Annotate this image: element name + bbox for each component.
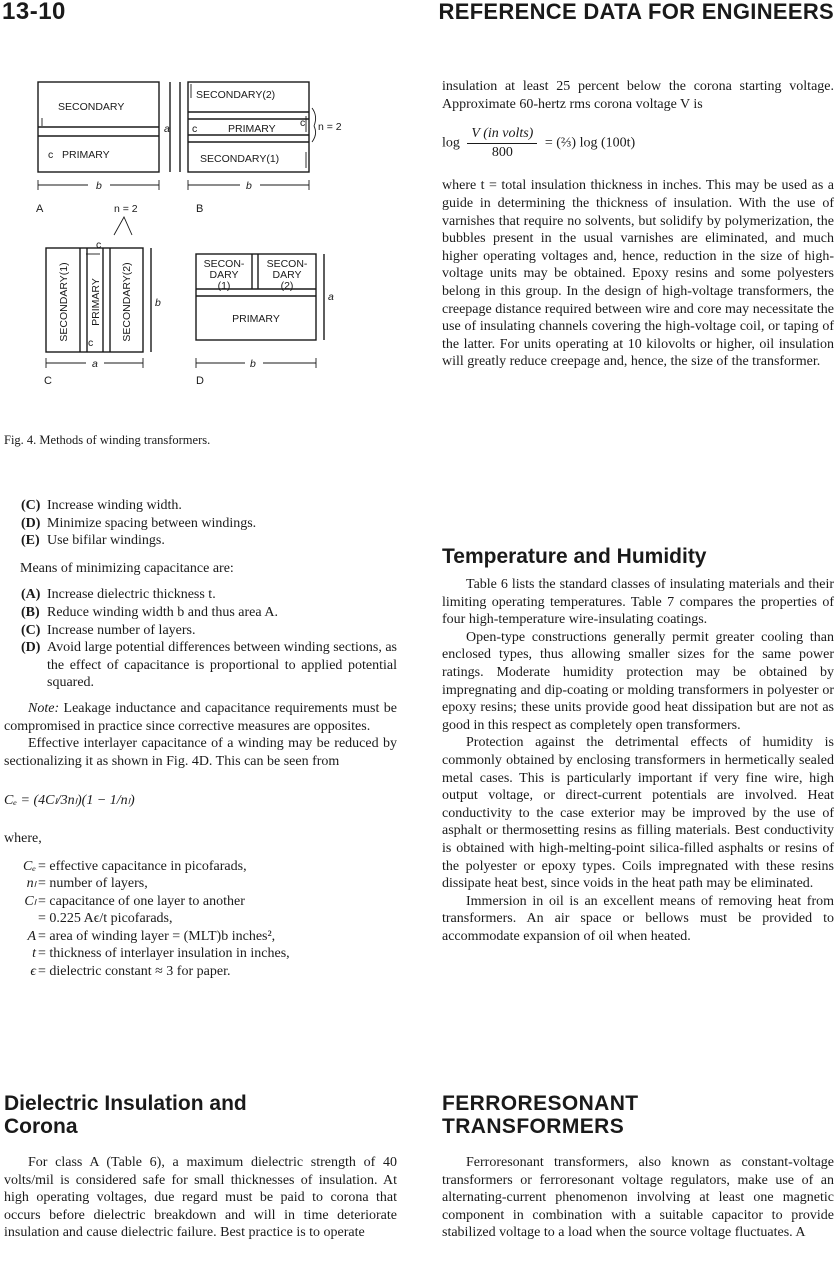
note-paragraph: Note: Leakage inductance and capacitance requirements must be compromised in practice since corrective measures are opposites. — [4, 700, 397, 734]
label-a-c: c — [48, 149, 54, 161]
corona-paragraph: insulation at least 25 percent below the corona starting voltage. Approximate 60-hertz rms corona voltage V is — [442, 79, 834, 112]
section-heading: Dielectric Insulation and Corona — [4, 1092, 247, 1138]
figure-caption: Fig. 4. Methods of winding transformers. — [4, 433, 211, 447]
label-d-dim-a: a — [328, 291, 334, 303]
ferroresonant-section — [442, 1092, 834, 1242]
label-c-n: n = 2 — [114, 203, 138, 215]
label-d-num2: (2) — [280, 280, 294, 292]
label-d-dary2: DARY — [272, 269, 302, 281]
label-c-dim-a: a — [92, 358, 98, 370]
label-b-secondary2: SECONDARY(2) — [196, 89, 276, 101]
definition-row: ϵ = dielectric constant ≈ 3 for paper. — [30, 964, 231, 980]
label-d-dim-b: b — [250, 358, 256, 370]
means-intro: Means of minimizing capacitance are: — [20, 560, 234, 576]
label-a: A — [36, 203, 44, 215]
figure-winding-methods — [28, 72, 358, 387]
winding-diagram — [28, 72, 358, 387]
list-item: (C) Increase number of layers. — [21, 622, 196, 638]
label-b-c2: c — [300, 117, 306, 129]
section-heading: Temperature and Humidity — [442, 545, 707, 568]
section-heading: FERRORESONANT TRANSFORMERS — [442, 1092, 639, 1138]
corona-equation: log $\frac{\text{V (in volts)}}{800}$ = (⅔) log (100t) — [442, 126, 636, 160]
list-item: (E) Use bifilar windings. — [21, 533, 165, 549]
label-b-c: c — [192, 123, 198, 135]
definition-row: A = area of winding layer = (MLT)b inches², — [27, 928, 276, 944]
where-label: where, — [4, 830, 42, 846]
label-b-n: n = 2 — [318, 121, 342, 133]
temperature-section — [442, 545, 834, 945]
temperature-paragraph: Table 6 lists the standard classes of insulating materials and their limiting operating temperatures. Table 7 compares the properties of four high-temperature wire-insulating coatings. — [442, 577, 834, 628]
dielectric-section — [4, 1092, 397, 1242]
list-item: (C) Increase winding width. — [21, 498, 182, 513]
list-item: (D) Minimize spacing between windings. — [21, 515, 257, 531]
label-d-num1: (1) — [217, 280, 231, 292]
label-d-dary1: DARY — [209, 269, 239, 281]
ferroresonant-paragraph: Ferroresonant transformers, also known as constant-voltage transformers or ferroresonant voltage regulators, make use of an alternating-current phenomenon involving at least one magnetic component in combination with a suitable capacitor to provide stabilized voltage to a load when the source voltage fluctuates. A — [442, 1155, 834, 1241]
label-d-primary: PRIMARY — [232, 313, 280, 325]
label-a-dim-a: a — [164, 123, 170, 135]
list-item: (D) Avoid large potential differences between winding sections, as the effect of capacitance is proportional to applied potential squared. — [21, 640, 397, 691]
label-c-c-top: c — [96, 239, 102, 251]
definition-row: Cₑ = effective capacitance in picofarads, — [22, 858, 247, 874]
page-number: 13-10 — [2, 0, 66, 25]
label-c-dim-b: b — [155, 297, 161, 309]
list-item: (B) Reduce winding width b and thus area A. — [21, 604, 278, 620]
capacitance-equation: Cₑ = (4Cₗ/3nₗ)(1 − 1/nₗ) — [4, 793, 135, 809]
left-column — [4, 497, 397, 981]
oil-paragraph: Immersion in oil is an excellent means of removing heat from transformers. An air space or bellows must be provided to accommodate expansion of oil when heated. — [442, 893, 834, 944]
humidity-paragraph: Protection against the detrimental effects of humidity is commonly obtained by enclosing transformers in hermetically sealed metal cases. This is particularly important if very fine wire, high output voltage, or direct-current potentials are involved. Heat conductivity to the case exterior may be improved by the use of asphalt or thermosetting resins as filling materials. Best conductivity is obtained with high-melting-point silica-filled asphalts or resins of the polyester or epoxy types. Coils impregnated with these resins dissipate heat best, since voids in the heat path may be eliminated. — [442, 735, 834, 892]
label-b-dim-b: b — [246, 180, 252, 192]
label-b-primary: PRIMARY — [228, 123, 276, 135]
definition-row: t = thickness of interlayer insulation in inches, — [32, 946, 290, 962]
dielectric-paragraph: For class A (Table 6), a maximum dielectric strength of 40 volts/mil is considered safe for small thicknesses of insulation. At high operating voltages, due regard must be paid to corona that occurs before dielectric breakdown and will in time deteriorate insulation and cause dielectric failure. Best practice is to operate — [4, 1155, 397, 1241]
label-c-secondary1: SECONDARY(1) — [58, 262, 70, 342]
label-d: D — [196, 375, 204, 387]
definition-row: = 0.225 Aϵ/t picofarads, — [38, 911, 173, 927]
effective-paragraph: Effective interlayer capacitance of a winding may be reduced by sectionalizing it as shown in Fig. 4D. This can be seen from — [4, 736, 397, 769]
label-d-secon2: SECON- — [266, 258, 308, 270]
insulation-paragraph: where t = total insulation thickness in inches. This may be used as a guide in determining the thickness of insulation. With the use of varnishes that require no solvents, but solidify by polymerization, the bubbles present in the usual varnishes are eliminated, and much higher operating voltages and, hence, reduction in the size of high-voltage units may be obtained. Epoxy resins and some polyesters belong in this group. In the design of high-voltage transformers, the creepage distance required between wire and core may necessitate the use of insulating channels covering the high-voltage coil, or taping of the latter. For units operating at 10 kilovolts or higher, oil insulation will greatly reduce creepage and, hence, the size of the transformer. — [442, 178, 834, 370]
definition-row: Cₗ = capacitance of one layer to another — [24, 893, 245, 909]
label-a-primary: PRIMARY — [62, 149, 110, 161]
label-b: B — [196, 203, 204, 215]
temperature-paragraph: Open-type constructions generally permit greater cooling than enclosed types, thus allowing smaller sizes for the same power ratings. Moderate humidity protection may be obtained by impregnating and dip-coating or molding transformers in polyester or epoxy resins; these units provide good heat dissipation but are not as good in this respect as completely open transformers. — [442, 629, 834, 733]
label-c-c-bottom: c — [88, 337, 94, 349]
label-b-secondary1: SECONDARY(1) — [200, 153, 280, 165]
label-d-secon1: SECON- — [203, 258, 245, 270]
label-c-secondary2: SECONDARY(2) — [121, 262, 133, 342]
label-c-primary: PRIMARY — [90, 278, 102, 326]
label-a-dim-b: b — [96, 180, 102, 192]
list-item: (A) Increase dielectric thickness t. — [21, 587, 216, 603]
diagram-a — [38, 82, 170, 190]
label-c: C — [44, 375, 52, 387]
running-title: REFERENCE DATA FOR ENGINEERS — [438, 0, 834, 24]
definition-row: nₗ = number of layers, — [26, 876, 148, 892]
label-a-secondary: SECONDARY — [58, 101, 125, 113]
right-column — [442, 78, 834, 371]
page-header — [0, 0, 838, 30]
